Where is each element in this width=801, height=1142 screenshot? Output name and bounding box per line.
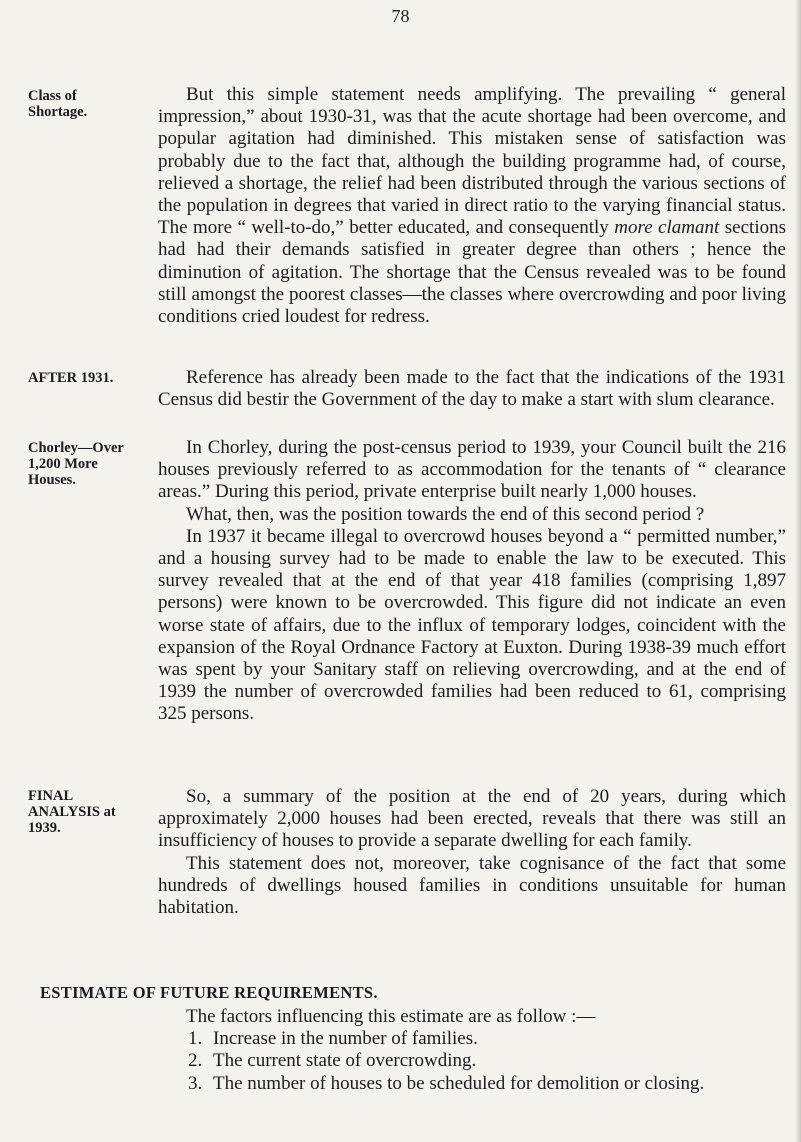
paragraph-2: Reference has already been made to the fact that the indications of the 1931 Census did bestir the Government of the day to make a start with slum clearance. — [158, 367, 786, 411]
list-intro: The factors influencing this estimate are as follow :— — [186, 1006, 596, 1027]
margin-note-after-1931: AFTER 1931. — [28, 370, 114, 386]
paragraph-1-text-b: sections had had their demands satisfied in greater degree than others ; hence the diminution of agitation. The shortage that the Census revealed was to be found still amongst the poorest classes—the classes where overcrowding and poor living conditions cried loudest for redress. — [158, 217, 786, 328]
list-item-text: Increase in the number of families. — [213, 1028, 478, 1050]
paragraph-4: What, then, was the position towards the end of this second period ? — [186, 503, 705, 525]
page-edge-shadow — [795, 0, 801, 1142]
paragraph-1 — [158, 84, 786, 328]
paragraph-5: In 1937 it became illegal to overcrowd houses beyond a “ permitted number,” and a housing survey had to be made to enable the law to be executed. This survey revealed that at the end of that year 418 families (comprising 1,897 persons) were known to be overcrowded. This figure did not indicate an even worse state of affairs, due to the influx of temporary lodges, coincident with the expansion of the Royal Ordnance Factory at Euxton. During 1938-39 much effort was spent by your Sanitary staff on relieving overcrowding, and at the end of 1939 the number of overcrowded families had been reduced to 61, comprising 325 persons. — [158, 525, 786, 725]
list-item — [158, 1050, 786, 1072]
list-item-number: 3. — [188, 1072, 203, 1094]
margin-note-chorley: Chorley—Over 1,200 More Houses. — [28, 440, 124, 488]
paragraph-1-text-a: But this simple statement needs amplifying. The prevailing “ general impression,” about 1930-31, was that the acute shortage had been overcome, and popular agitation had diminished. This mistaken sense of satisfaction was probably due to the fact that, although the building programme had, of course, relieved a shortage, the relief had been distributed through the various sections of the population in degrees that varied in direct ratio to the varying financial status. The more “ well-to-do,” better educated, and consequently — [158, 84, 786, 239]
margin-note-final-analysis: FINAL ANALYSIS at 1939. — [28, 788, 116, 836]
list-item-number: 1. — [188, 1028, 203, 1050]
paragraph-1-italic: more clamant — [614, 217, 720, 239]
paragraph-6: So, a summary of the position at the end of 20 years, during which approximately 2,000 houses had been erected, reveals that there was still an insufficiency of houses to provide a separate dwelling for each family. — [158, 786, 786, 852]
list-item-text: The number of houses to be scheduled for demolition or closing. — [213, 1072, 705, 1094]
paragraph-final-analysis — [158, 786, 786, 919]
paragraph-class-of-shortage — [158, 84, 786, 328]
list-item-text: The current state of overcrowding. — [213, 1050, 477, 1072]
margin-note-class-of-shortage: Class of Shortage. — [28, 88, 88, 120]
list-item — [158, 1028, 786, 1050]
paragraph-7: This statement does not, moreover, take cognisance of the fact that some hundreds of dwellings housed families in conditions unsuitable for human habitation. — [158, 852, 786, 919]
paragraph-3: In Chorley, during the post-census period to 1939, your Council built the 216 houses previously referred to as accommodation for the tenants of “ clearance areas.” During this period, private enterprise built nearly 1,000 houses. — [158, 437, 786, 503]
page-number: 78 — [391, 6, 410, 26]
list-item-number: 2. — [188, 1050, 203, 1072]
section-heading: ESTIMATE OF FUTURE REQUIREMENTS. — [40, 983, 378, 1002]
paragraph-chorley — [158, 437, 786, 726]
list-item — [158, 1073, 786, 1095]
factors-list — [158, 1006, 786, 1095]
paragraph-after-1931 — [158, 367, 786, 411]
